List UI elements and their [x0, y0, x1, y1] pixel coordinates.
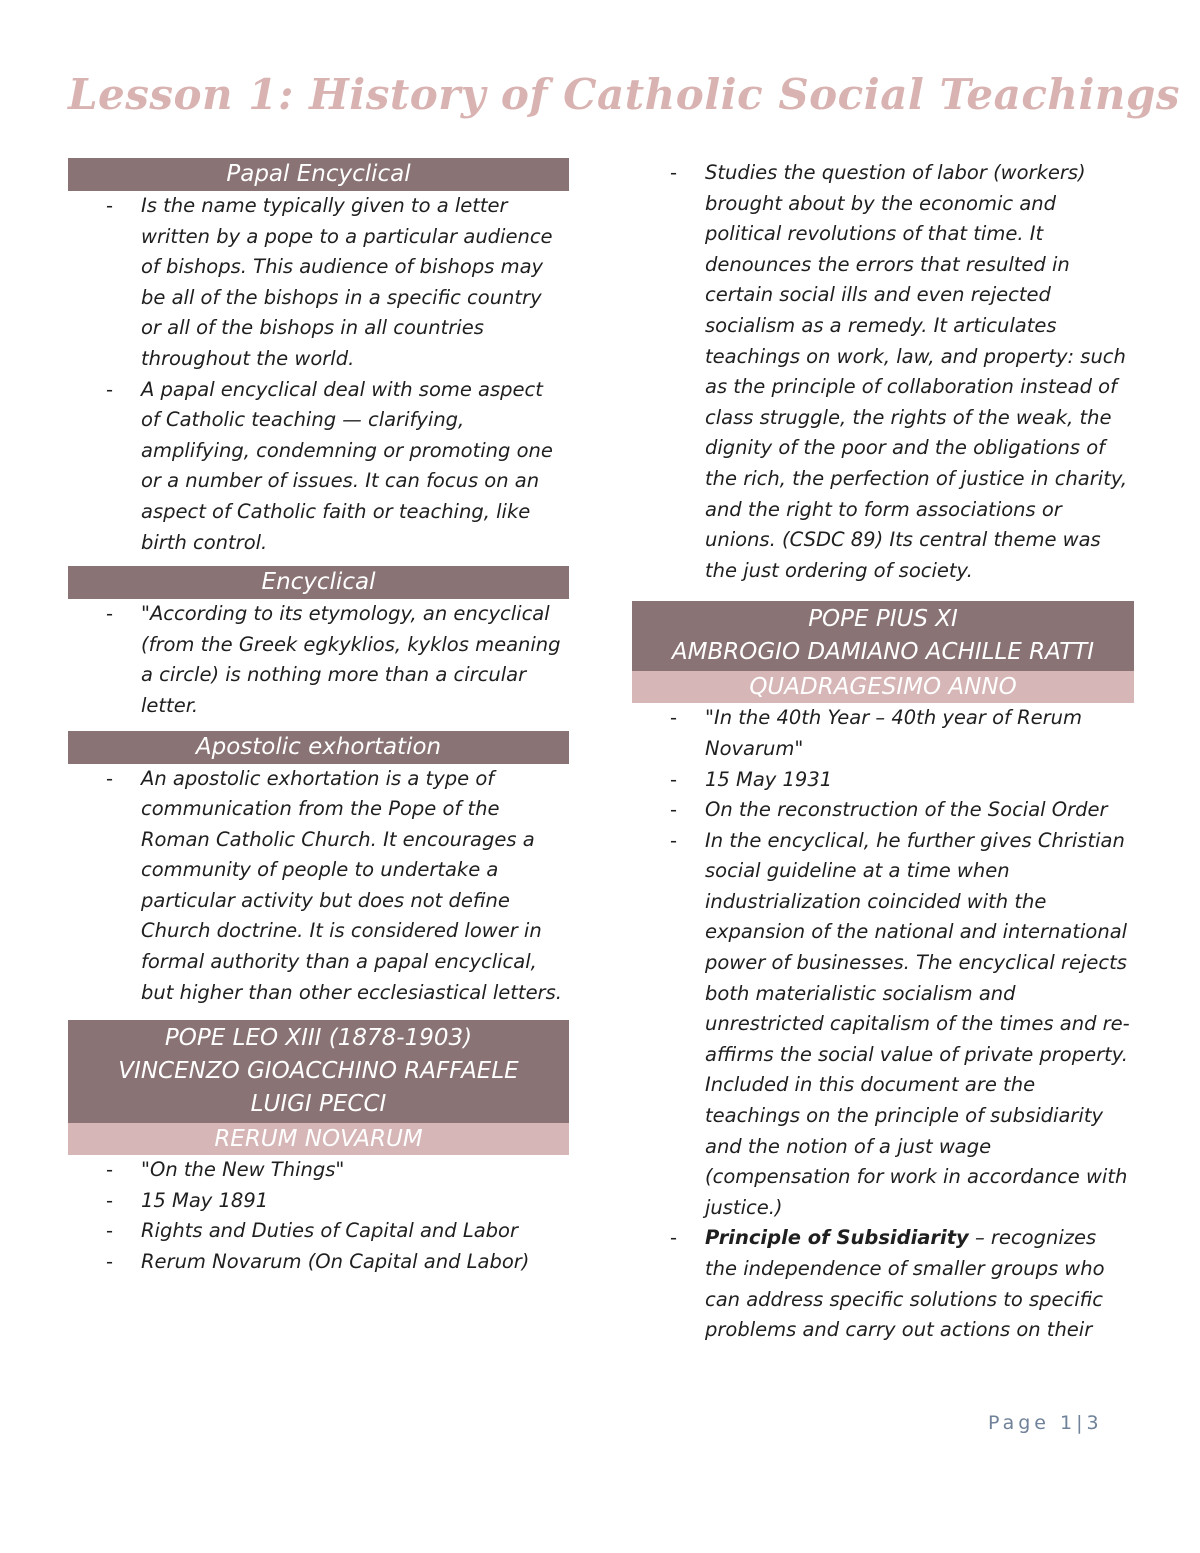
list-item: - "In the 40th Year – 40th year of Rerum Novarum"	[632, 703, 1134, 764]
list-item: - "According to its etymology, an encyclical (from the Greek egkyklios, kyklos meaning a circle) is nothing more than a circular letter.	[68, 599, 569, 721]
list-item: - An apostolic exhortation is a type of communication from the Pope of the Roman Catholic Church. It encourages a community of people to undertake a particular activity but does not define Church doctrine. It is considered lower in formal authority than a papal encyclical, but higher than other ecclesiastical letters.	[68, 764, 569, 1009]
quadragesimo-anno-list	[632, 703, 1134, 1345]
apostolic-exhortation-list	[68, 764, 569, 1009]
section-heading-papal-encyclical: Papal Encyclical	[68, 158, 569, 191]
right-column	[632, 158, 1134, 1346]
pope-leo-heading	[68, 1020, 569, 1123]
pope-leo-heading-line3: LUIGI PECCI	[250, 1091, 387, 1118]
list-item: - In the encyclical, he further gives Christian social guideline at a time when industrialization coincided with the expansion of the national and international power of businesses. The encyclical rejects both materialistic socialism and unrestricted capitalism of the times and re-affirms the social value of private property. Included in this document are the teachings on the principle of subsidiarity and the notion of a just wage (compensation for work in accordance with justice.)	[632, 826, 1134, 1224]
left-column	[68, 158, 569, 1278]
list-item: - "On the New Things"	[68, 1155, 569, 1186]
rerum-novarum-list	[68, 1155, 569, 1277]
subsidiarity-text: – recognizes the independence of smaller groups who can address specific solutions to specific problems and carry out actions on their	[705, 1226, 1105, 1342]
list-item: - Studies the question of labor (workers) brought about by the economic and political revolutions of that time. It denounces the errors that resulted in certain social ills and even rejected socialism as a remedy. It articulates teachings on work, law, and property: such as the principle of collaboration instead of class struggle, the rights of the weak, the dignity of the poor and the obligations of the rich, the perfection of justice in charity, and the right to form associations or unions. (CSDC 89) Its central theme was the just ordering of society.	[632, 158, 1134, 586]
list-item: - Rights and Duties of Capital and Labor	[68, 1216, 569, 1247]
pope-leo-heading-line2: VINCENZO GIOACCHINO RAFFAELE	[118, 1058, 519, 1085]
page-number: Page 1|3	[988, 1412, 1103, 1434]
pope-pius-heading-line2: AMBROGIO DAMIANO ACHILLE RATTI	[671, 639, 1095, 666]
encyclical-list	[68, 599, 569, 721]
quadragesimo-anno-subheading: QUADRAGESIMO ANNO	[632, 671, 1134, 703]
list-item: - Is the name typically given to a letter written by a pope to a particular audience of bishops. This audience of bishops may be all of the bishops in a specific country or all of the bishops in all countries throughout the world.	[68, 191, 569, 375]
list-item: - On the reconstruction of the Social Order	[632, 795, 1134, 826]
rerum-novarum-continued-list	[632, 158, 1134, 586]
list-item-subsidiarity	[632, 1223, 1134, 1345]
subsidiarity-term: Principle of Subsidiarity	[705, 1226, 969, 1250]
pope-pius-heading-line1: POPE PIUS XI	[808, 606, 958, 633]
papal-encyclical-list	[68, 191, 569, 558]
section-heading-apostolic-exhortation: Apostolic exhortation	[68, 731, 569, 764]
list-item: - Rerum Novarum (On Capital and Labor)	[68, 1247, 569, 1278]
pope-leo-heading-line1: POPE LEO XIII (1878-1903)	[164, 1025, 473, 1052]
pope-pius-heading	[632, 601, 1134, 671]
page-title: Lesson 1: History of Catholic Social Teachings	[68, 70, 1180, 119]
list-item: - 15 May 1931	[632, 765, 1134, 796]
section-heading-encyclical: Encyclical	[68, 566, 569, 599]
list-item: - 15 May 1891	[68, 1186, 569, 1217]
list-item: - A papal encyclical deal with some aspect of Catholic teaching — clarifying, amplifying, condemning or promoting one or a number of issues. It can focus on an aspect of Catholic faith or teaching, like birth control.	[68, 375, 569, 559]
rerum-novarum-subheading: RERUM NOVARUM	[68, 1123, 569, 1155]
